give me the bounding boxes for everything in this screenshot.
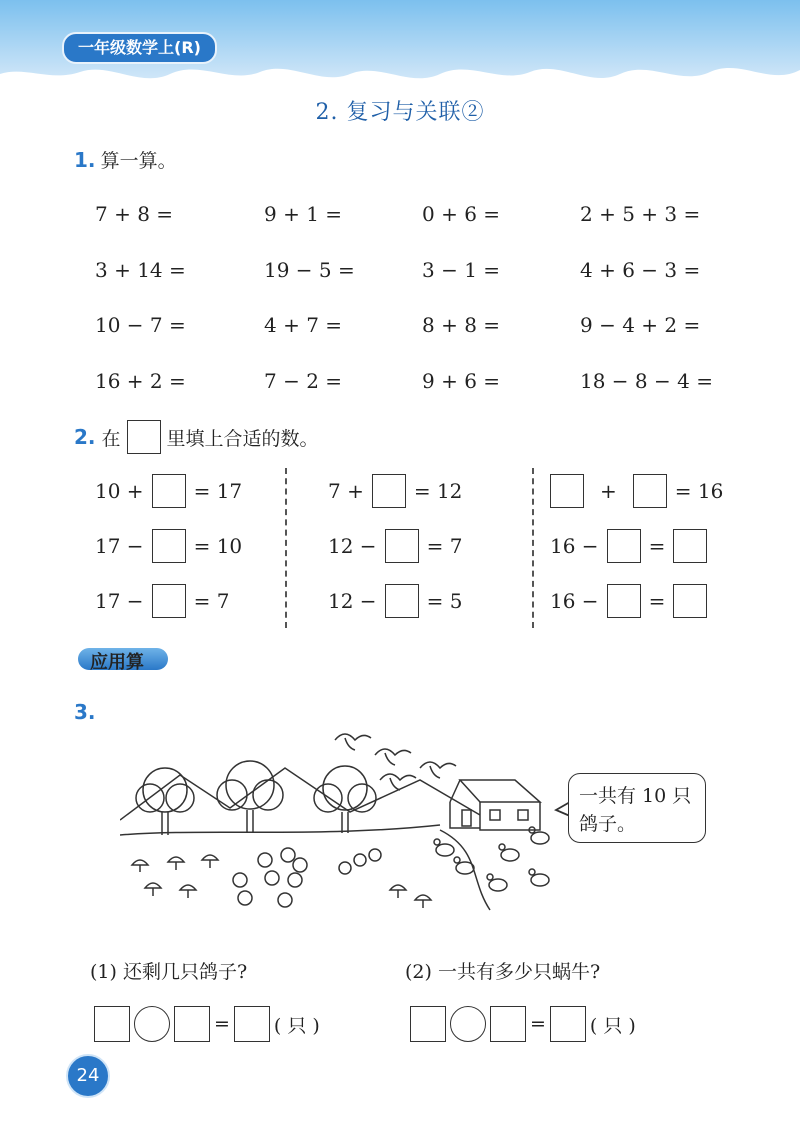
answer-box[interactable] (234, 1006, 270, 1042)
scene-illustration (120, 720, 570, 920)
equation-operator: = (648, 589, 666, 613)
sub-question-1: (1) 还剩几只鸽子? (90, 961, 248, 983)
equation-left: 17 − (95, 589, 144, 613)
equation-left: 12 − (328, 589, 377, 613)
answer-box[interactable] (550, 474, 584, 508)
pigeon-icon (499, 844, 519, 861)
equation-left: 10 + (95, 479, 144, 503)
page-number: 24 (66, 1054, 110, 1098)
q1-equation: 10 − 7 = (95, 313, 186, 337)
q2-prompt-before: 在 (101, 427, 121, 450)
q1-equation: 18 − 8 − 4 = (580, 369, 713, 393)
q1-equation: 4 + 7 = (264, 313, 343, 337)
mountains (120, 768, 480, 820)
fill-equation (95, 584, 229, 618)
equation-left: 16 − (550, 589, 599, 613)
section-label: 应用算 (90, 652, 144, 673)
pigeon-icon (434, 839, 454, 856)
answer-box-sample (127, 420, 161, 454)
equation-right: = 12 (413, 479, 463, 503)
q1-prompt: 算一算。 (100, 150, 177, 172)
q1-equation: 2 + 5 + 3 = (580, 202, 701, 226)
answer-box[interactable] (385, 584, 419, 618)
equation-right: = 5 (426, 589, 463, 613)
bubble-line-1: 一共有 10 只 (579, 785, 692, 807)
q1-equation: 8 + 8 = (422, 313, 501, 337)
pigeon-icon (375, 749, 411, 765)
q1-equation: 3 + 14 = (95, 258, 186, 282)
q1-equation: 9 − 4 + 2 = (580, 313, 701, 337)
column-divider (285, 468, 287, 628)
equation-left: 16 − (550, 534, 599, 558)
q2-heading (74, 420, 319, 454)
speech-bubble (568, 773, 706, 843)
equation-operator: = (648, 534, 666, 558)
answer-box[interactable] (490, 1006, 526, 1042)
snail-icon (233, 848, 381, 907)
answer-box[interactable] (174, 1006, 210, 1042)
q1-equation: 7 − 2 = (264, 369, 343, 393)
grade-badge: 一年级数学上(R) (62, 32, 217, 64)
q1-equation: 4 + 6 − 3 = (580, 258, 701, 282)
equation-left: 7 + (328, 479, 364, 503)
equation-left: 17 − (95, 534, 144, 558)
q1-equation: 3 − 1 = (422, 258, 501, 282)
q1-equation: 19 − 5 = (264, 258, 355, 282)
equals-sign: = (530, 1013, 546, 1035)
tree-icon (217, 761, 283, 833)
equation-right: = 7 (426, 534, 463, 558)
equation-left: 12 − (328, 534, 377, 558)
answer-box[interactable] (410, 1006, 446, 1042)
equation-operator: + (600, 479, 617, 503)
fill-equation (95, 474, 242, 508)
answer-row-1 (94, 1006, 320, 1042)
q1-equation: 9 + 6 = (422, 369, 501, 393)
pigeon-icon (420, 762, 456, 778)
answer-box[interactable] (673, 584, 707, 618)
fill-equation (550, 474, 723, 508)
pigeon-icon (487, 874, 507, 891)
mushroom-icon (132, 855, 431, 908)
q1-equation: 7 + 8 = (95, 202, 174, 226)
answer-box[interactable] (607, 529, 641, 563)
operator-circle[interactable] (450, 1006, 486, 1042)
answer-box[interactable] (385, 529, 419, 563)
fill-equation (550, 584, 707, 618)
unit-label: ( 只 ) (273, 1014, 320, 1037)
q1-number: 1. (74, 148, 96, 172)
q2-prompt-after: 里填上合适的数。 (166, 427, 319, 450)
equation-right: = 17 (193, 479, 243, 503)
equation-right: = 16 (674, 479, 724, 503)
fill-equation (328, 529, 462, 563)
q1-equation: 0 + 6 = (422, 202, 501, 226)
operator-circle[interactable] (134, 1006, 170, 1042)
answer-box[interactable] (152, 584, 186, 618)
fill-equation (328, 474, 462, 508)
fill-equation (328, 584, 462, 618)
answer-box[interactable] (633, 474, 667, 508)
pigeon-icon (454, 857, 474, 874)
q3-heading (74, 700, 96, 724)
q3-number: 3. (74, 700, 96, 724)
equation-right: = 7 (193, 589, 230, 613)
q2-number: 2. (74, 425, 96, 449)
answer-box[interactable] (550, 1006, 586, 1042)
answer-box[interactable] (673, 529, 707, 563)
fill-equation (550, 529, 707, 563)
q1-equation: 16 + 2 = (95, 369, 186, 393)
q1-equation: 9 + 1 = (264, 202, 343, 226)
answer-box[interactable] (372, 474, 406, 508)
column-divider (532, 468, 534, 628)
pigeon-icon (529, 869, 549, 886)
equals-sign: = (214, 1013, 230, 1035)
answer-box[interactable] (152, 474, 186, 508)
unit-label: ( 只 ) (589, 1014, 636, 1037)
q1-heading (74, 146, 177, 173)
answer-box[interactable] (94, 1006, 130, 1042)
fill-equation (95, 529, 242, 563)
page-title: 2. 复习与关联② (315, 100, 485, 125)
answer-row-2 (410, 1006, 636, 1042)
pigeon-icon (380, 774, 416, 790)
pigeon-icon (335, 734, 371, 750)
equation-right: = 10 (193, 534, 243, 558)
answer-box[interactable] (152, 529, 186, 563)
sub-question-2: (2) 一共有多少只蜗牛? (405, 961, 601, 983)
tree-icon (314, 766, 376, 833)
bubble-line-2: 鸽子。 (579, 813, 637, 835)
answer-box[interactable] (607, 584, 641, 618)
